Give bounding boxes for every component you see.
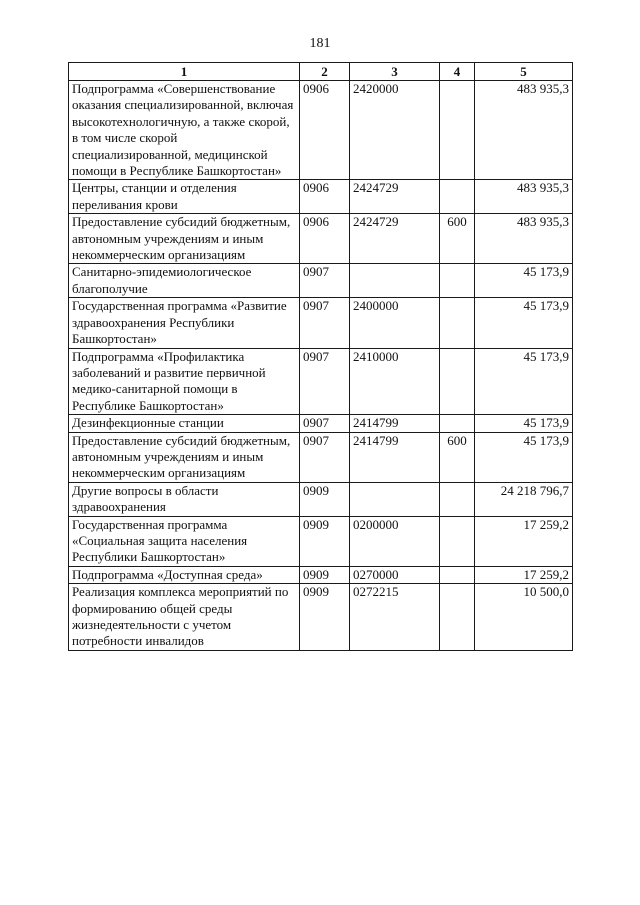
row-amount: 45 173,9 — [475, 415, 573, 432]
table-header-row — [69, 63, 573, 81]
row-amount: 45 173,9 — [475, 298, 573, 348]
header-name: 1 — [69, 63, 300, 81]
table-row — [69, 415, 573, 432]
row-section: 0906 — [300, 180, 350, 214]
page-number: 181 — [309, 36, 331, 51]
row-type — [440, 415, 475, 432]
row-section: 0909 — [300, 516, 350, 566]
row-type — [440, 348, 475, 415]
row-name: Предоставление субсидий бюджетным, автономным учреждениям и иным некоммерческим организациям — [69, 432, 300, 482]
row-type — [440, 566, 475, 583]
row-amount: 17 259,2 — [475, 516, 573, 566]
budget-table-container — [68, 62, 572, 651]
table-row — [69, 81, 573, 180]
table-row — [69, 264, 573, 298]
row-section: 0907 — [300, 264, 350, 298]
header-amount: 5 — [475, 63, 573, 81]
table-row — [69, 516, 573, 566]
row-type — [440, 482, 475, 516]
row-type — [440, 180, 475, 214]
table-row — [69, 214, 573, 264]
row-type: 600 — [440, 432, 475, 482]
row-amount: 24 218 796,7 — [475, 482, 573, 516]
row-name: Предоставление субсидий бюджетным, автономным учреждениям и иным некоммерческим организациям — [69, 214, 300, 264]
row-name: Реализация комплекса мероприятий по формированию общей среды жизнедеятельности с учетом потребности инвалидов — [69, 584, 300, 651]
row-target — [350, 264, 440, 298]
row-section: 0906 — [300, 81, 350, 180]
row-type — [440, 584, 475, 651]
row-target: 2410000 — [350, 348, 440, 415]
row-amount: 45 173,9 — [475, 264, 573, 298]
row-section: 0909 — [300, 482, 350, 516]
row-name: Подпрограмма «Доступная среда» — [69, 566, 300, 583]
row-name: Государственная программа «Социальная защита населения Республики Башкортостан» — [69, 516, 300, 566]
row-type — [440, 298, 475, 348]
row-amount: 45 173,9 — [475, 432, 573, 482]
row-type — [440, 516, 475, 566]
row-target: 2424729 — [350, 180, 440, 214]
table-row — [69, 566, 573, 583]
header-section: 2 — [300, 63, 350, 81]
row-section: 0907 — [300, 348, 350, 415]
row-target: 2414799 — [350, 415, 440, 432]
row-amount: 10 500,0 — [475, 584, 573, 651]
row-target: 2414799 — [350, 432, 440, 482]
row-amount: 45 173,9 — [475, 348, 573, 415]
table-row — [69, 298, 573, 348]
row-target — [350, 482, 440, 516]
row-name: Санитарно-эпидемиологическое благополучие — [69, 264, 300, 298]
row-type — [440, 81, 475, 180]
header-target: 3 — [350, 63, 440, 81]
row-section: 0909 — [300, 584, 350, 651]
row-amount: 483 935,3 — [475, 214, 573, 264]
row-section: 0907 — [300, 298, 350, 348]
row-name: Подпрограмма «Профилактика заболеваний и развитие первичной медико-санитарной помощи в Республике Башкортостан» — [69, 348, 300, 415]
table-row — [69, 482, 573, 516]
table-row — [69, 432, 573, 482]
row-name: Другие вопросы в области здравоохранения — [69, 482, 300, 516]
row-section: 0907 — [300, 415, 350, 432]
row-amount: 483 935,3 — [475, 180, 573, 214]
row-type — [440, 264, 475, 298]
row-name: Подпрограмма «Совершенствование оказания специализированной, включая высокотехнологичную, а также скорой, в том числе скорой специализированной, медицинской помощи в Республике Башкортостан» — [69, 81, 300, 180]
row-name: Дезинфекционные станции — [69, 415, 300, 432]
row-amount: 17 259,2 — [475, 566, 573, 583]
row-target: 2400000 — [350, 298, 440, 348]
row-section: 0906 — [300, 214, 350, 264]
table-row — [69, 348, 573, 415]
row-target: 0270000 — [350, 566, 440, 583]
row-target: 2424729 — [350, 214, 440, 264]
budget-table — [68, 62, 573, 651]
row-target: 0272215 — [350, 584, 440, 651]
row-target: 2420000 — [350, 81, 440, 180]
table-row — [69, 584, 573, 651]
row-target: 0200000 — [350, 516, 440, 566]
row-section: 0909 — [300, 566, 350, 583]
header-type: 4 — [440, 63, 475, 81]
row-amount: 483 935,3 — [475, 81, 573, 180]
row-section: 0907 — [300, 432, 350, 482]
row-type: 600 — [440, 214, 475, 264]
row-name: Центры, станции и отделения переливания крови — [69, 180, 300, 214]
row-name: Государственная программа «Развитие здравоохранения Республики Башкортостан» — [69, 298, 300, 348]
table-row — [69, 180, 573, 214]
